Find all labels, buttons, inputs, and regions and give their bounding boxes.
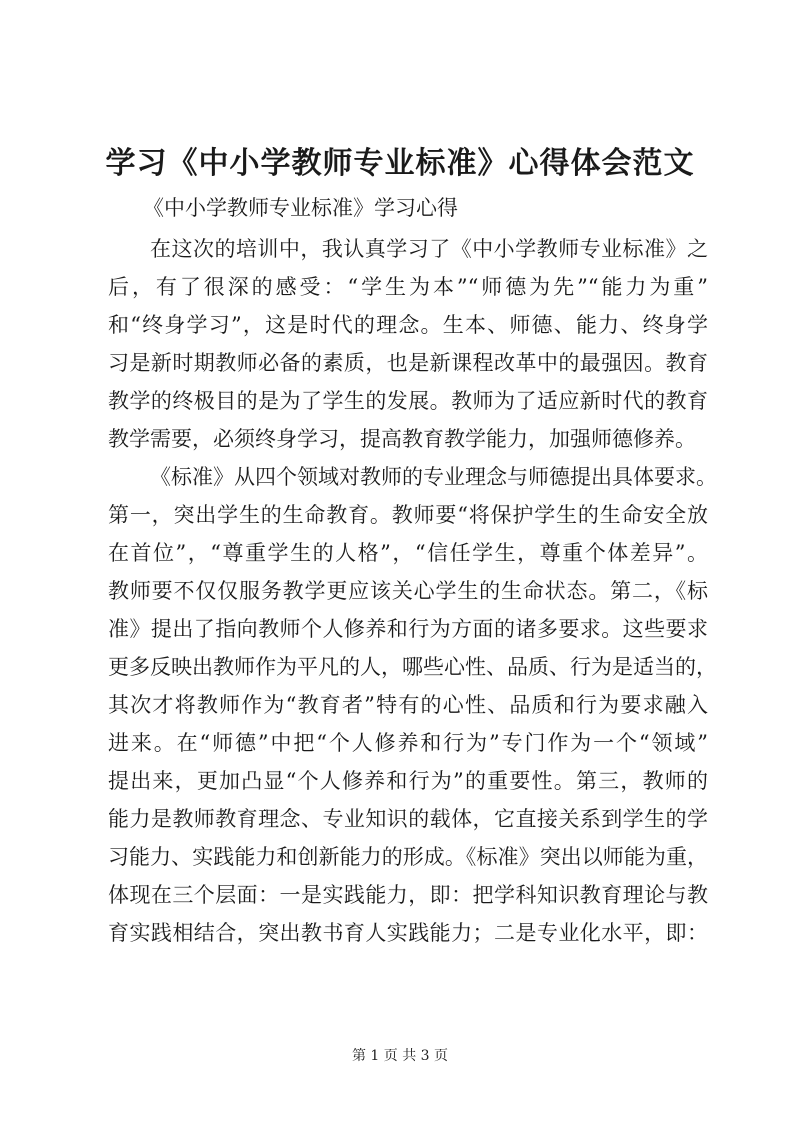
body-line: 在首位”，“尊重学生的人格”，“信任学生，尊重个体差异”。 — [108, 541, 708, 565]
body-line: 在这次的培训中，我认真学习了《中小学教师专业标准》之 — [150, 237, 708, 261]
body-line: 教学的终极目的是为了学生的发展。教师为了适应新时代的教育 — [108, 389, 708, 413]
document-subtitle: 《中小学教师专业标准》学习心得 — [143, 196, 458, 220]
document-body — [108, 230, 717, 952]
body-line: 《标准》从四个领域对教师的专业理念与师德提出具体要求。 — [150, 465, 717, 489]
body-line: 准》提出了指向教师个人修养和行为方面的诸多要求。这些要求 — [108, 617, 708, 641]
body-line: 习能力、实践能力和创新能力的形成。《标准》突出以师能为重， — [108, 845, 708, 869]
body-line: 体现在三个层面：一是实践能力，即：把学科知识教育理论与教 — [108, 883, 708, 907]
body-line: 教学需要，必须终身学习，提高教育教学能力，加强师德修养。 — [108, 427, 696, 451]
body-line: 教师要不仅仅服务教学更应该关心学生的生命状态。第二，《标 — [108, 579, 708, 603]
body-line: 第一，突出学生的生命教育。教师要“将保护学生的生命安全放 — [108, 503, 708, 527]
body-line: 育实践相结合，突出教书育人实践能力；二是专业化水平，即： — [108, 921, 708, 945]
document-title: 学习《中小学教师专业标准》心得体会范文 — [105, 146, 695, 181]
body-line: 其次才将教师作为“教育者”特有的心性、品质和行为要求融入 — [108, 693, 708, 717]
body-line: 习是新时期教师必备的素质，也是新课程改革中的最强因。教育 — [108, 351, 708, 375]
body-line: 和“终身学习”，这是时代的理念。生本、师德、能力、终身学 — [108, 313, 708, 337]
body-line: 进来。在“师德”中把“个人修养和行为”专门作为一个“领域” — [108, 731, 708, 755]
body-line: 能力是教师教育理念、专业知识的载体，它直接关系到学生的学 — [108, 807, 708, 831]
page-footer: 第 1 页 共 3 页 — [351, 1048, 449, 1064]
body-line: 后，有了很深的感受：“学生为本”“师德为先”“能力为重” — [108, 275, 708, 299]
body-line: 提出来，更加凸显“个人修养和行为”的重要性。第三，教师的 — [108, 769, 708, 793]
body-line: 更多反映出教师作为平凡的人，哪些心性、品质、行为是适当的， — [108, 655, 717, 679]
